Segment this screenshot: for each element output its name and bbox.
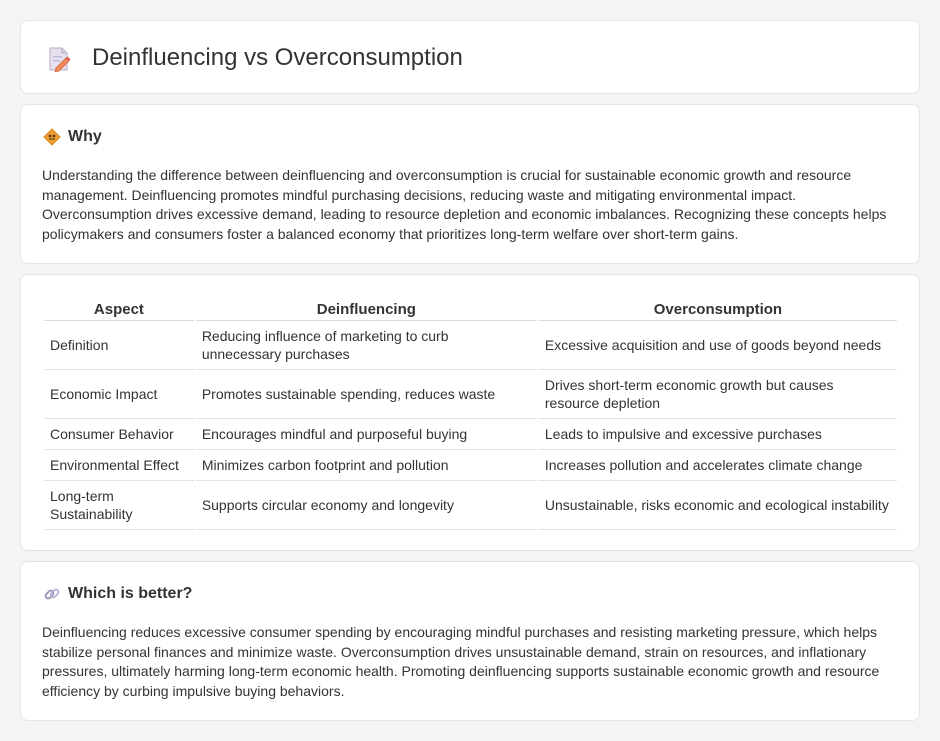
- table-cell: Consumer Behavior: [44, 419, 194, 450]
- table-row: [44, 481, 897, 530]
- road-sign-icon: [43, 128, 61, 146]
- column-header: Deinfluencing: [196, 295, 537, 321]
- which-is-better-section: [20, 561, 920, 721]
- document-pencil-icon: [47, 46, 71, 72]
- table-header-row: [44, 295, 897, 321]
- link-icon: [43, 585, 61, 603]
- why-section: [20, 104, 920, 264]
- comparison-table: [42, 295, 899, 530]
- why-title: Why: [68, 128, 102, 145]
- better-text: Deinfluencing reduces excessive consumer spending by encouraging mindful purchases and resisting marketing pressure, which helps stabilize personal finances and minimize waste. Overconsumption drives unsustainable demand, strain on resources, and inflationary pressures, ultimately harming long-term economic health. Promoting deinfluencing supports sustainable economic growth and resource efficiency by curbing impulsive buying behaviors.: [42, 624, 880, 699]
- column-header: Overconsumption: [539, 295, 897, 321]
- better-title: Which is better?: [68, 585, 193, 602]
- page-title: Deinfluencing vs Overconsumption: [92, 44, 463, 71]
- table-cell: Economic Impact: [44, 370, 194, 419]
- comparison-section: [20, 274, 920, 551]
- table-cell: Reducing influence of marketing to curb unnecessary purchases: [196, 321, 537, 370]
- table-cell: Encourages mindful and purposeful buying: [196, 419, 537, 450]
- table-cell: Unsustainable, risks economic and ecological instability: [539, 481, 897, 530]
- table-cell: Environmental Effect: [44, 450, 194, 481]
- table-cell: Promotes sustainable spending, reduces waste: [196, 370, 537, 419]
- table-cell: Definition: [44, 321, 194, 370]
- table-cell: Excessive acquisition and use of goods beyond needs: [539, 321, 897, 370]
- table-cell: Minimizes carbon footprint and pollution: [196, 450, 537, 481]
- table-row: [44, 370, 897, 419]
- table-cell: Increases pollution and accelerates climate change: [539, 450, 897, 481]
- table-cell: Long-term Sustainability: [44, 481, 194, 530]
- column-header: Aspect: [44, 295, 194, 321]
- table-cell: Drives short-term economic growth but causes resource depletion: [539, 370, 897, 419]
- table-cell: Leads to impulsive and excessive purchases: [539, 419, 897, 450]
- why-text: Understanding the difference between deinfluencing and overconsumption is crucial for sustainable economic growth and resource management. Deinfluencing promotes mindful purchasing decisions, reducing waste and mitigating environmental impact. Overconsumption drives excessive demand, leading to resource depletion and economic imbalances. Recognizing these concepts helps policymakers and consumers foster a balanced economy that prioritizes long-term welfare over short-term gains.: [42, 167, 887, 242]
- table-row: [44, 321, 897, 370]
- table-row: [44, 419, 897, 450]
- table-cell: Supports circular economy and longevity: [196, 481, 537, 530]
- table-row: [44, 450, 897, 481]
- header-card: [20, 20, 920, 94]
